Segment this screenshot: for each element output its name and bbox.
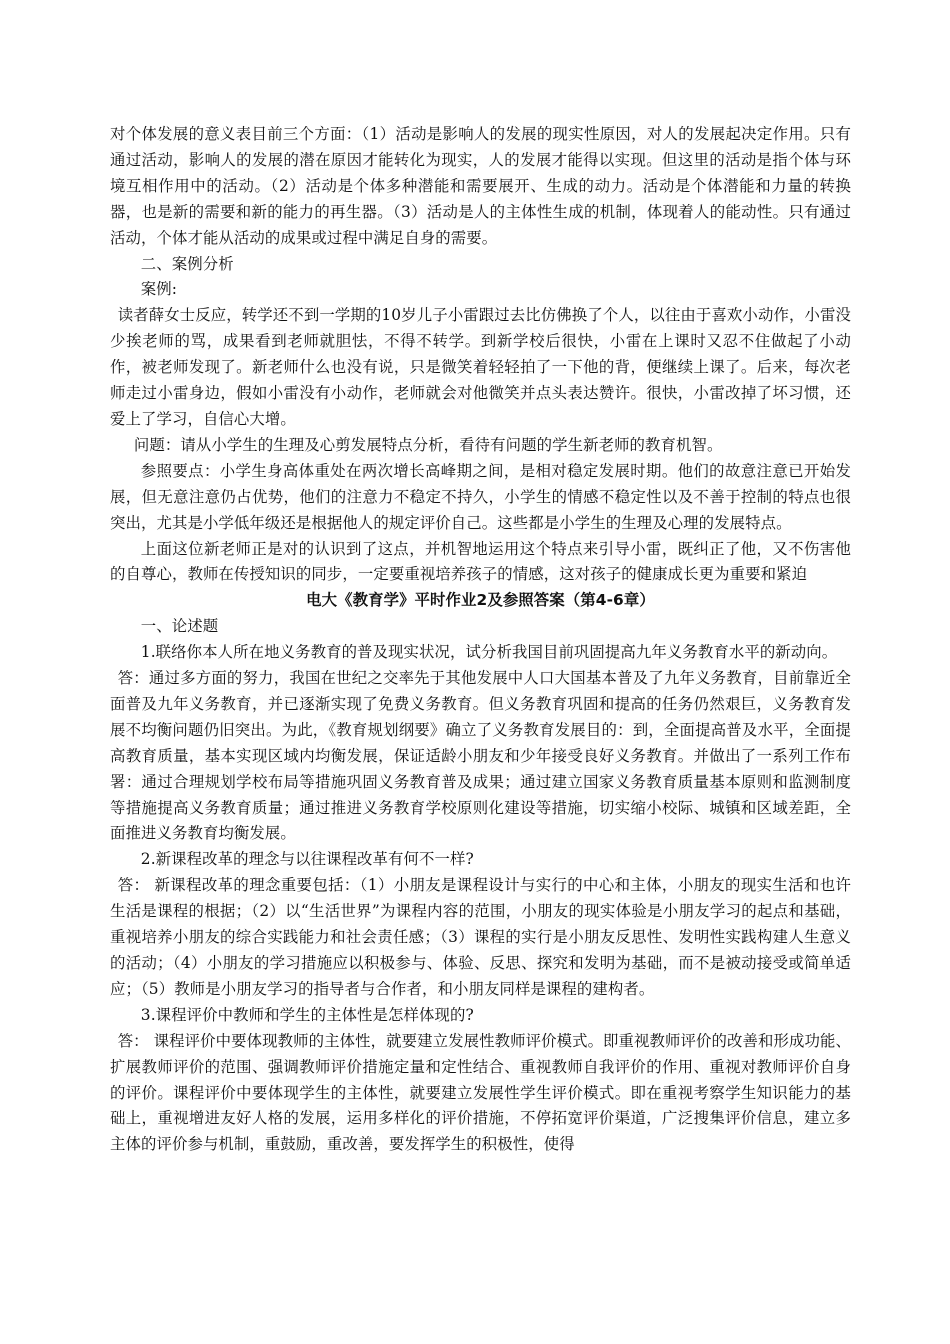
case-analysis-heading: 二、案例分析 bbox=[140, 254, 234, 273]
answer-3: 答： 课程评价中要体现教师的主体性，就要建立发展性教师评价模式。即重视教师评价的改善和形成功能、扩展教师评价的范围、强调教师评价措施定量和定性结合、重视教师自我评价的作用、重视对教师评价自身的评价。课程评价中要体现学生的主体性，就要建立发展性学生评价模式。即在重视考察学生知识能力的基础上，重视增进友好人格的发展，运用多样化的评价措施，不停拓宽评价渠道，广泛搜集评价信息，建立多主体的评价参与机制，重鼓励，重改善，要发挥学生的积极性，使得 bbox=[110, 1031, 851, 1154]
intro-paragraph: 对个体发展的意义表目前三个方面：（1）活动是影响人的发展的现实性原因，对人的发展起决定作用。只有通过活动，影响人的发展的潜在原因才能转化为现实，人的发展才能得以实现。但这里的活动是指个体与环境互相作用中的活动。（2）活动是个体多种潜能和需要展开、生成的动力。活动是个体潜能和力量的转换器，也是新的需要和新的能力的再生器。（3）活动是人的主体性生成的机制，体现着人的能动性。只有通过活动，个体才能从活动的成果或过程中满足自身的需要。 bbox=[110, 125, 851, 247]
question-3: 3.课程评价中教师和学生的主体性是怎样体现的? bbox=[140, 1005, 474, 1024]
case-text: 读者薛女士反应，转学还不到一学期的10岁儿子小雷跟过去比仿佛换了个人，以往由于喜欢小动作，小雷没少挨老师的骂，成果看到老师就胆怯，不得不转学。到新学校后很快，小雷在上课时又忍不住做起了小动作，被老师发现了。新老师什么也没有说，只是微笑着轻轻拍了一下他的背，便继续上课了。后来，每次老师走过小雷身边，假如小雷没有小动作，老师就会对他微笑并点头表达赞许。很快，小雷改掉了坏习惯，还爱上了学习，自信心大增。 bbox=[110, 306, 851, 428]
case-answer-points: 参照要点：小学生身高体重处在两次增长高峰期之间，是相对稳定发展时期。他们的故意注意已开始发展，但无意注意仍占优势，他们的注意力不稳定不持久，小学生的情感不稳定性以及不善于控制的特点也很突出，尤其是小学低年级还是根据他人的规定评价自己。这些都是小学生的生理及心理的发展特点。 bbox=[110, 461, 851, 532]
essay-heading: 一、论述题 bbox=[140, 617, 219, 636]
answer-1: 答：通过多方面的努力，我国在世纪之交率先于其他发展中人口大国基本普及了九年义务教育，目前靠近全面普及九年义务教育，并已逐渐实现了免费义务教育。但义务教育巩固和提高的任务仍然艰巨，义务教育发展不均衡问题仍旧突出。为此，《教育规划纲要》确立了义务教育发展目的：到，全面提高普及水平，全面提高教育质量，基本实现区域内均衡发展，保证适龄小朋友和少年接受良好义务教育。并做出了一系列工作布署：通过合理规划学校布局等措施巩固义务教育普及成果；通过建立国家义务教育质量基本原则和监测制度等措施提高义务教育质量；通过推进义务教育学校原则化建设等措施，切实缩小校际、城镇和区域差距，全面推进义务教育均衡发展。 bbox=[110, 669, 851, 843]
assignment-title: 电大《教育学》平时作业2及参照答案（第4-6章） bbox=[306, 591, 655, 610]
question-1: 1.联络你本人所在地义务教育的普及现实状况，试分析我国目前巩固提高九年义务教育水平的新动向。 bbox=[140, 643, 838, 662]
case-question: 问题：请从小学生的生理及心剪发展特点分析，看待有问题的学生新老师的教育机智。 bbox=[133, 435, 723, 454]
case-label: 案例: bbox=[140, 280, 178, 299]
case-answer-conclusion: 上面这位新老师正是对的认识到了这点，并机智地运用这个特点来引导小雷，既纠正了他，又不伤害他的自尊心，教师在传授知识的同步，一定要重视培养孩子的情感，这对孩子的健康成长更为重要和紧迫 bbox=[110, 539, 851, 584]
document-page bbox=[110, 122, 851, 1158]
answer-2: 答： 新课程改革的理念重要包括：（1）小朋友是课程设计与实行的中心和主体，小朋友的现实生活和也许生活是课程的根据；（2）以“生活世界”为课程内容的范围，小朋友的现实体验是小朋友学习的起点和基础，重视培养小朋友的综合实践能力和社会责任感；（3）课程的实行是小朋友反思性、发明性实践构建人生意义的活动；（4）小朋友的学习措施应以积极参与、体验、反思、探究和发明为基础，而不是被动接受或简单适应；（5）教师是小朋友学习的指导者与合作者，和小朋友同样是课程的建构者。 bbox=[110, 876, 851, 998]
question-2: 2.新课程改革的理念与以往课程改革有何不一样? bbox=[140, 850, 474, 869]
